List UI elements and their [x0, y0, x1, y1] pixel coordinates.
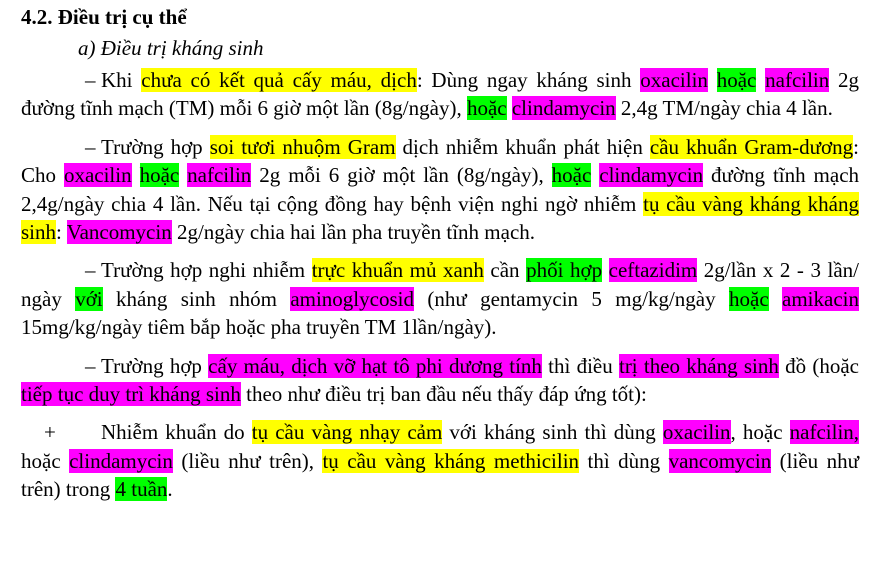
paragraph-bullet — [21, 352, 101, 380]
text-run: đường tĩnh mạch 2,4g/ngày chia 4 lần. Nếu tại cộng đồng hay bệnh viện nghi ngờ nhiễm — [21, 163, 860, 216]
highlight-yellow: soi tươi nhuộm Gram — [209, 134, 396, 159]
highlight-green: phối hợp — [526, 258, 603, 283]
bullet-mark: + — [44, 420, 56, 445]
text-run: 2g/lần x 2 - 3 lần/ ngày — [21, 258, 859, 311]
text-run: theo như điều trị ban đầu nếu thấy đáp ứng tốt): — [240, 382, 647, 407]
text-run: 2g/ngày chia hai lần pha truyền tĩnh mạch. — [171, 220, 536, 245]
highlight-magenta: clindamycin — [511, 96, 616, 121]
paragraph-bullet — [21, 66, 101, 94]
text-run: Khi — [101, 68, 142, 92]
text-run: 2,4g TM/ngày chia 4 lần. — [615, 96, 833, 121]
highlight-yellow: tụ cầu vàng kháng methicilin — [322, 448, 580, 473]
paragraph — [21, 352, 859, 409]
text-run — [769, 287, 782, 311]
highlight-magenta: trị theo kháng sinh — [618, 353, 779, 378]
highlight-green: hoặc — [716, 68, 757, 92]
text-run: kháng sinh nhóm — [102, 286, 291, 311]
highlight-magenta: nafcilin — [765, 68, 830, 92]
highlight-magenta: oxacilin — [63, 163, 132, 188]
text-run — [708, 68, 717, 92]
paragraph — [21, 133, 859, 247]
paragraph-bullet — [21, 256, 101, 284]
bullet-mark: – — [85, 353, 96, 378]
highlight-yellow: trực khuẩn mủ xanh — [311, 258, 484, 283]
highlight-yellow: chưa có kết quả cấy máu, dịch — [141, 68, 417, 92]
highlight-green: 4 tuần — [115, 477, 168, 502]
text-run: Trường hợp — [101, 134, 210, 159]
highlight-green: với — [75, 286, 103, 311]
text-run: , hoặc — [730, 420, 790, 445]
highlight-magenta: clindamycin — [69, 448, 173, 473]
text-run: (liều như trên) trong — [21, 448, 859, 502]
text-run: cần — [483, 258, 527, 283]
highlight-magenta: oxacilin — [662, 420, 731, 445]
paragraph — [21, 418, 859, 503]
text-run: Trường hợp — [101, 353, 209, 378]
text-run — [179, 163, 187, 187]
paragraph-bullet — [21, 418, 101, 446]
paragraph-list — [21, 66, 859, 504]
subsection-title: a) Điều trị kháng sinh — [78, 36, 264, 60]
paragraph — [21, 66, 859, 123]
text-run: 15mg/kg/ngày tiêm bắp hoặc pha truyền TM 1lần/ngày). — [21, 315, 497, 340]
paragraph-bullet — [21, 133, 101, 161]
highlight-magenta: oxacilin — [640, 68, 708, 92]
bullet-mark: – — [85, 258, 96, 283]
text-run: : Dùng ngay kháng sinh — [416, 68, 641, 92]
text-run: thì điều — [541, 353, 619, 378]
highlight-magenta: nafcilin — [187, 163, 252, 188]
highlight-green: hoặc — [139, 163, 180, 188]
text-run — [132, 163, 140, 187]
bullet-mark: – — [85, 134, 96, 159]
highlight-yellow: tụ cầu vàng kháng kháng sinh — [21, 191, 859, 245]
highlight-magenta: cấy máu, dịch vỡ hạt tô phi dương tính — [208, 353, 542, 378]
highlight-magenta: nafcilin, — [789, 420, 860, 445]
text-run: Trường hợp nghi nhiễm — [101, 258, 312, 283]
text-run: thì dùng — [579, 448, 669, 473]
bullet-mark: – — [85, 68, 96, 92]
text-run: : Cho — [21, 134, 859, 188]
section-title: 4.2. Điều trị cụ thể — [21, 5, 187, 29]
highlight-magenta: aminoglycosid — [290, 286, 414, 311]
highlight-magenta: tiếp tục duy trì kháng sinh — [21, 382, 241, 407]
highlight-yellow: tụ cầu vàng nhạy cảm — [251, 420, 443, 445]
highlight-green: hoặc — [466, 96, 507, 121]
highlight-yellow: cầu khuẩn Gram-dương — [649, 134, 854, 159]
text-run: đồ (hoặc — [778, 353, 859, 378]
text-run: (liều như trên), — [172, 448, 323, 473]
text-run: Nhiễm khuẩn do — [101, 420, 252, 445]
highlight-magenta: clindamycin — [599, 163, 704, 188]
text-run: 2g mỗi 6 giờ một lần (8g/ngày), — [251, 163, 552, 188]
text-run: với kháng sinh thì dùng — [442, 420, 663, 445]
text-run: hoặc — [21, 448, 70, 473]
text-run: : — [56, 220, 67, 245]
text-run — [756, 68, 765, 92]
highlight-magenta: Vancomycin — [66, 220, 172, 245]
text-run: (như gentamycin 5 mg/kg/ngày — [413, 286, 729, 311]
text-run: . — [167, 477, 173, 502]
paragraph — [21, 256, 859, 341]
text-run — [602, 258, 609, 282]
highlight-green: hoặc — [551, 163, 592, 188]
text-run: 2g đường tĩnh mạch (TM) mỗi 6 giờ một lần (8g/ngày), — [21, 68, 860, 121]
highlight-magenta: amikacin — [782, 286, 859, 311]
highlight-magenta: vancomycin — [668, 448, 772, 473]
highlight-magenta: ceftazidim — [608, 258, 698, 283]
highlight-green: hoặc — [729, 286, 769, 311]
text-run: dịch nhiễm khuẩn phát hiện — [395, 134, 650, 159]
